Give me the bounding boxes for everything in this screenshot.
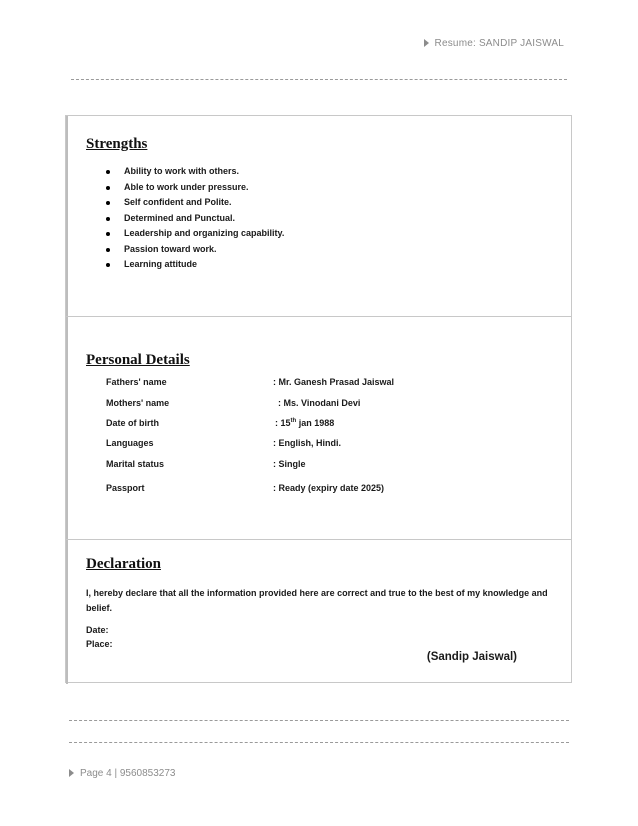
fathers-name-value: : Mr. Ganesh Prasad Jaiswal — [273, 377, 395, 387]
footer-divider — [69, 742, 569, 743]
dob-day: : 15 — [275, 418, 291, 428]
list-item: Ability to work with others. — [86, 164, 284, 180]
strengths-heading: Strengths — [86, 136, 148, 152]
list-item: Able to work under pressure. — [86, 180, 284, 196]
left-rule — [66, 116, 68, 316]
signature: (Sandip Jaiswal) — [426, 651, 517, 663]
declaration-heading: Declaration — [86, 556, 161, 572]
declaration-text: I, hereby declare that all the information provided here are correct and true to the best of my knowledge and belief. — [86, 588, 548, 613]
dob-label: Date of birth — [106, 418, 159, 428]
list-item: Self confident and Polite. — [86, 195, 284, 211]
header-text: Resume: SANDIP JAISWAL — [434, 38, 564, 49]
languages-label: Languages — [106, 438, 154, 448]
strengths-list — [86, 164, 284, 273]
list-item: Passion toward work. — [86, 242, 284, 258]
section-divider — [66, 539, 571, 540]
dob-suffix: th — [290, 418, 297, 424]
section-divider — [66, 316, 571, 317]
page-footer — [69, 768, 175, 779]
list-item: Learning attitude — [86, 257, 284, 273]
date-label: Date: — [86, 625, 109, 635]
place-label: Place: — [86, 639, 113, 649]
footer-divider — [69, 720, 569, 721]
footer-text: Page 4 | 9560853273 — [80, 768, 176, 779]
dob-rest: jan 1988 — [296, 418, 335, 428]
personal-details-heading: Personal Details — [86, 352, 190, 368]
passport-value: : Ready (expiry date 2025) — [273, 483, 385, 493]
mothers-name-value: : Ms. Vinodani Devi — [278, 398, 361, 408]
languages-value: : English, Hindi. — [273, 438, 341, 448]
marital-status-value: : Single — [273, 459, 306, 469]
dob-value — [275, 418, 334, 428]
passport-label: Passport — [106, 483, 145, 493]
left-rule — [66, 316, 68, 539]
page-header — [424, 38, 564, 49]
left-rule — [66, 539, 68, 684]
header-arrow-icon — [424, 39, 429, 47]
marital-status-label: Marital status — [106, 459, 165, 469]
list-item: Leadership and organizing capability. — [86, 226, 284, 242]
mothers-name-label: Mothers' name — [106, 398, 170, 408]
footer-arrow-icon — [69, 769, 74, 777]
resume-content-box — [65, 115, 572, 683]
fathers-name-label: Fathers' name — [106, 377, 167, 387]
header-divider — [71, 79, 567, 80]
list-item: Determined and Punctual. — [86, 211, 284, 227]
